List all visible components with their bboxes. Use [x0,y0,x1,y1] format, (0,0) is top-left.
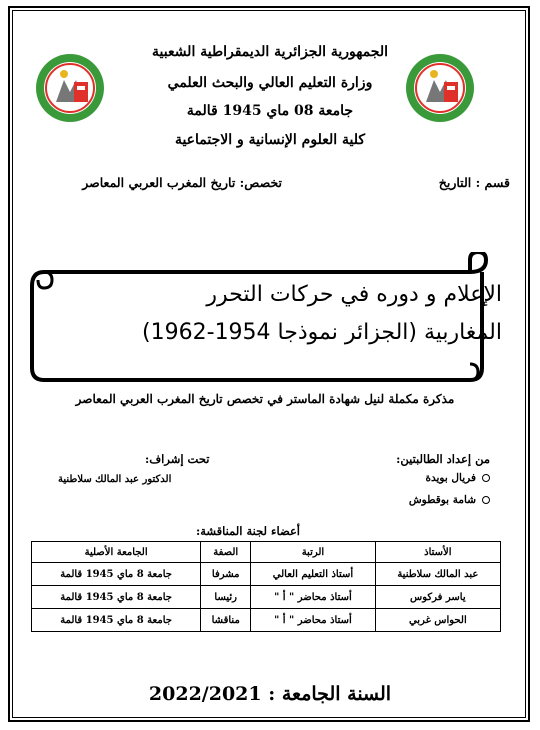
academic-year: السنة الجامعة : 2022/2021 [148,683,392,705]
table-row [32,563,501,586]
thesis-title [62,276,502,352]
table-cell: جامعة 8 ماي 1945 قالمة [32,563,201,586]
university-logo-left [34,52,106,124]
student-name: شامة بوقطوش [409,494,490,506]
ministry-name: وزارة التعليم العالي والبحث العلمي [167,75,373,91]
column-header: الجامعة الأصلية [32,542,201,563]
table-cell: ياسر فركوس [375,586,500,609]
column-header: الصفة [201,542,251,563]
jury-table-header [32,542,501,563]
table-cell: عبد المالك سلاطنية [375,563,500,586]
faculty-name: كلية العلوم الإنسانية و الاجتماعية [174,132,366,148]
department-label: قسم : التاريخ [438,175,510,190]
department-row [30,175,510,195]
table-cell: جامعة 8 ماي 1945 قالمة [32,609,201,632]
jury-heading: أعضاء لجنة المناقشة: [196,524,300,538]
thesis-title-line-1: الإعلام و دوره في حركات التحرر [206,282,502,307]
jury-table [31,541,501,632]
table-cell: أستاذ محاضر " أ " [251,586,375,609]
specialty-label: تخصص: تاريخ المغرب العربي المعاصر [82,175,282,190]
table-cell: مشرفا [201,563,251,586]
university-name: جامعة 08 ماي 1945 قالمة [186,103,354,119]
supervisor-heading: تحت إشراف: [145,452,210,466]
table-cell: أستاذ محاضر " أ " [251,609,375,632]
thesis-subtitle: مذكرة مكملة لنيل شهادة الماستر في تخصص تاريخ المغرب العربي المعاصر [75,392,455,406]
thesis-title-line-2: المغاربية (الجزائر نموذجا 1954-1962) [142,320,502,345]
table-cell: الحواس غربي [375,609,500,632]
republic-name: الجمهورية الجزائرية الديمقراطية الشعبية [151,44,388,60]
column-header: الرتبة [251,542,375,563]
table-cell: جامعة 8 ماي 1945 قالمة [32,586,201,609]
students-list [409,472,490,516]
column-header: الأستاذ [375,542,500,563]
table-row [32,586,501,609]
table-cell: مناقشا [201,609,251,632]
table-cell: رئيسا [201,586,251,609]
students-heading: من إعداد الطالبتين: [396,452,490,466]
bullet-icon [482,474,490,482]
table-row [32,609,501,632]
table-cell: أستاذ التعليم العالي [251,563,375,586]
student-name: فريال بويدة [409,472,490,484]
supervisor-name: الدكتور عبد المالك سلاطنية [58,474,172,485]
bullet-icon [482,496,490,504]
